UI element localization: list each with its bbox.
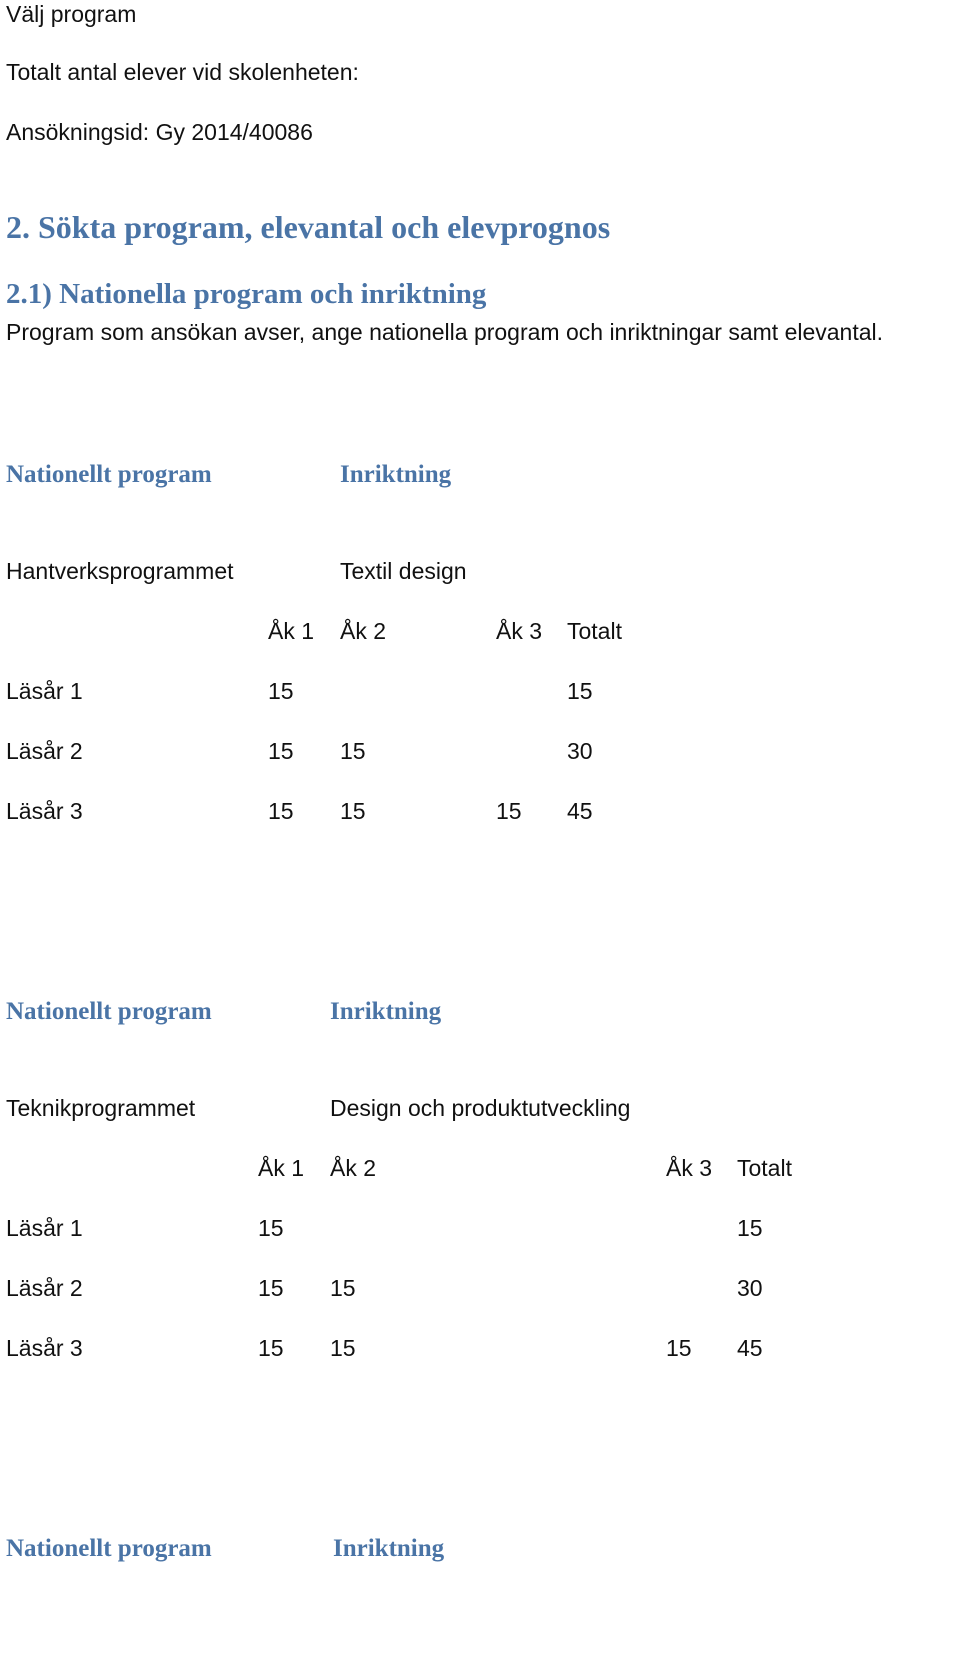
cell-total: 45	[567, 798, 593, 824]
cell-ak2: 15	[340, 798, 366, 824]
cell-ak2: 15	[330, 1335, 356, 1361]
program-name: Hantverksprogrammet	[6, 558, 234, 584]
orientation-heading: Inriktning	[340, 461, 452, 488]
cell-ak1: 15	[268, 678, 294, 704]
row-label: Läsår 1	[6, 1215, 83, 1241]
cell-total: 15	[567, 678, 593, 704]
year-header-ak2: Åk 2	[340, 618, 387, 644]
cell-ak2: 15	[330, 1275, 356, 1301]
cell-ak1: 15	[258, 1275, 284, 1301]
cell-ak2: 15	[340, 738, 366, 764]
row-label: Läsår 2	[6, 1275, 83, 1301]
year-header-ak1: Åk 1	[258, 1155, 305, 1181]
cell-total: 45	[737, 1335, 763, 1361]
year-header-total: Totalt	[567, 618, 622, 644]
section-description: Program som ansökan avser, ange nationella program och inriktningar samt elevantal.	[6, 319, 884, 345]
row-label: Läsår 3	[6, 798, 83, 824]
year-header-ak2: Åk 2	[330, 1155, 377, 1181]
orientation-heading: Inriktning	[330, 998, 442, 1025]
orientation-name: Textil design	[340, 558, 467, 584]
program-name: Teknikprogrammet	[6, 1095, 196, 1121]
orientation-name: Design och produktutveckling	[330, 1095, 631, 1121]
year-header-ak1: Åk 1	[268, 618, 315, 644]
application-id: Ansökningsid: Gy 2014/40086	[6, 119, 313, 145]
total-students-label: Totalt antal elever vid skolenheten:	[6, 59, 359, 85]
year-header-ak3: Åk 3	[666, 1155, 713, 1181]
row-label: Läsår 1	[6, 678, 83, 704]
cell-total: 15	[737, 1215, 763, 1241]
orientation-heading: Inriktning	[333, 1535, 445, 1562]
cell-ak1: 15	[258, 1215, 284, 1241]
year-header-total: Totalt	[737, 1155, 792, 1181]
cell-ak1: 15	[268, 738, 294, 764]
choose-program-text: Välj program	[6, 1, 137, 27]
cell-ak1: 15	[268, 798, 294, 824]
section-title: 2. Sökta program, elevantal och elevprognos	[6, 209, 611, 245]
row-label: Läsår 3	[6, 1335, 83, 1361]
cell-ak3: 15	[496, 798, 522, 824]
cell-ak1: 15	[258, 1335, 284, 1361]
row-label: Läsår 2	[6, 738, 83, 764]
year-header-ak3: Åk 3	[496, 618, 543, 644]
cell-total: 30	[567, 738, 593, 764]
national-program-heading: Nationellt program	[6, 461, 212, 488]
section-subtitle: 2.1) Nationella program och inriktning	[6, 278, 487, 310]
cell-total: 30	[737, 1275, 763, 1301]
national-program-heading: Nationellt program	[6, 1535, 212, 1562]
cell-ak3: 15	[666, 1335, 692, 1361]
national-program-heading: Nationellt program	[6, 998, 212, 1025]
